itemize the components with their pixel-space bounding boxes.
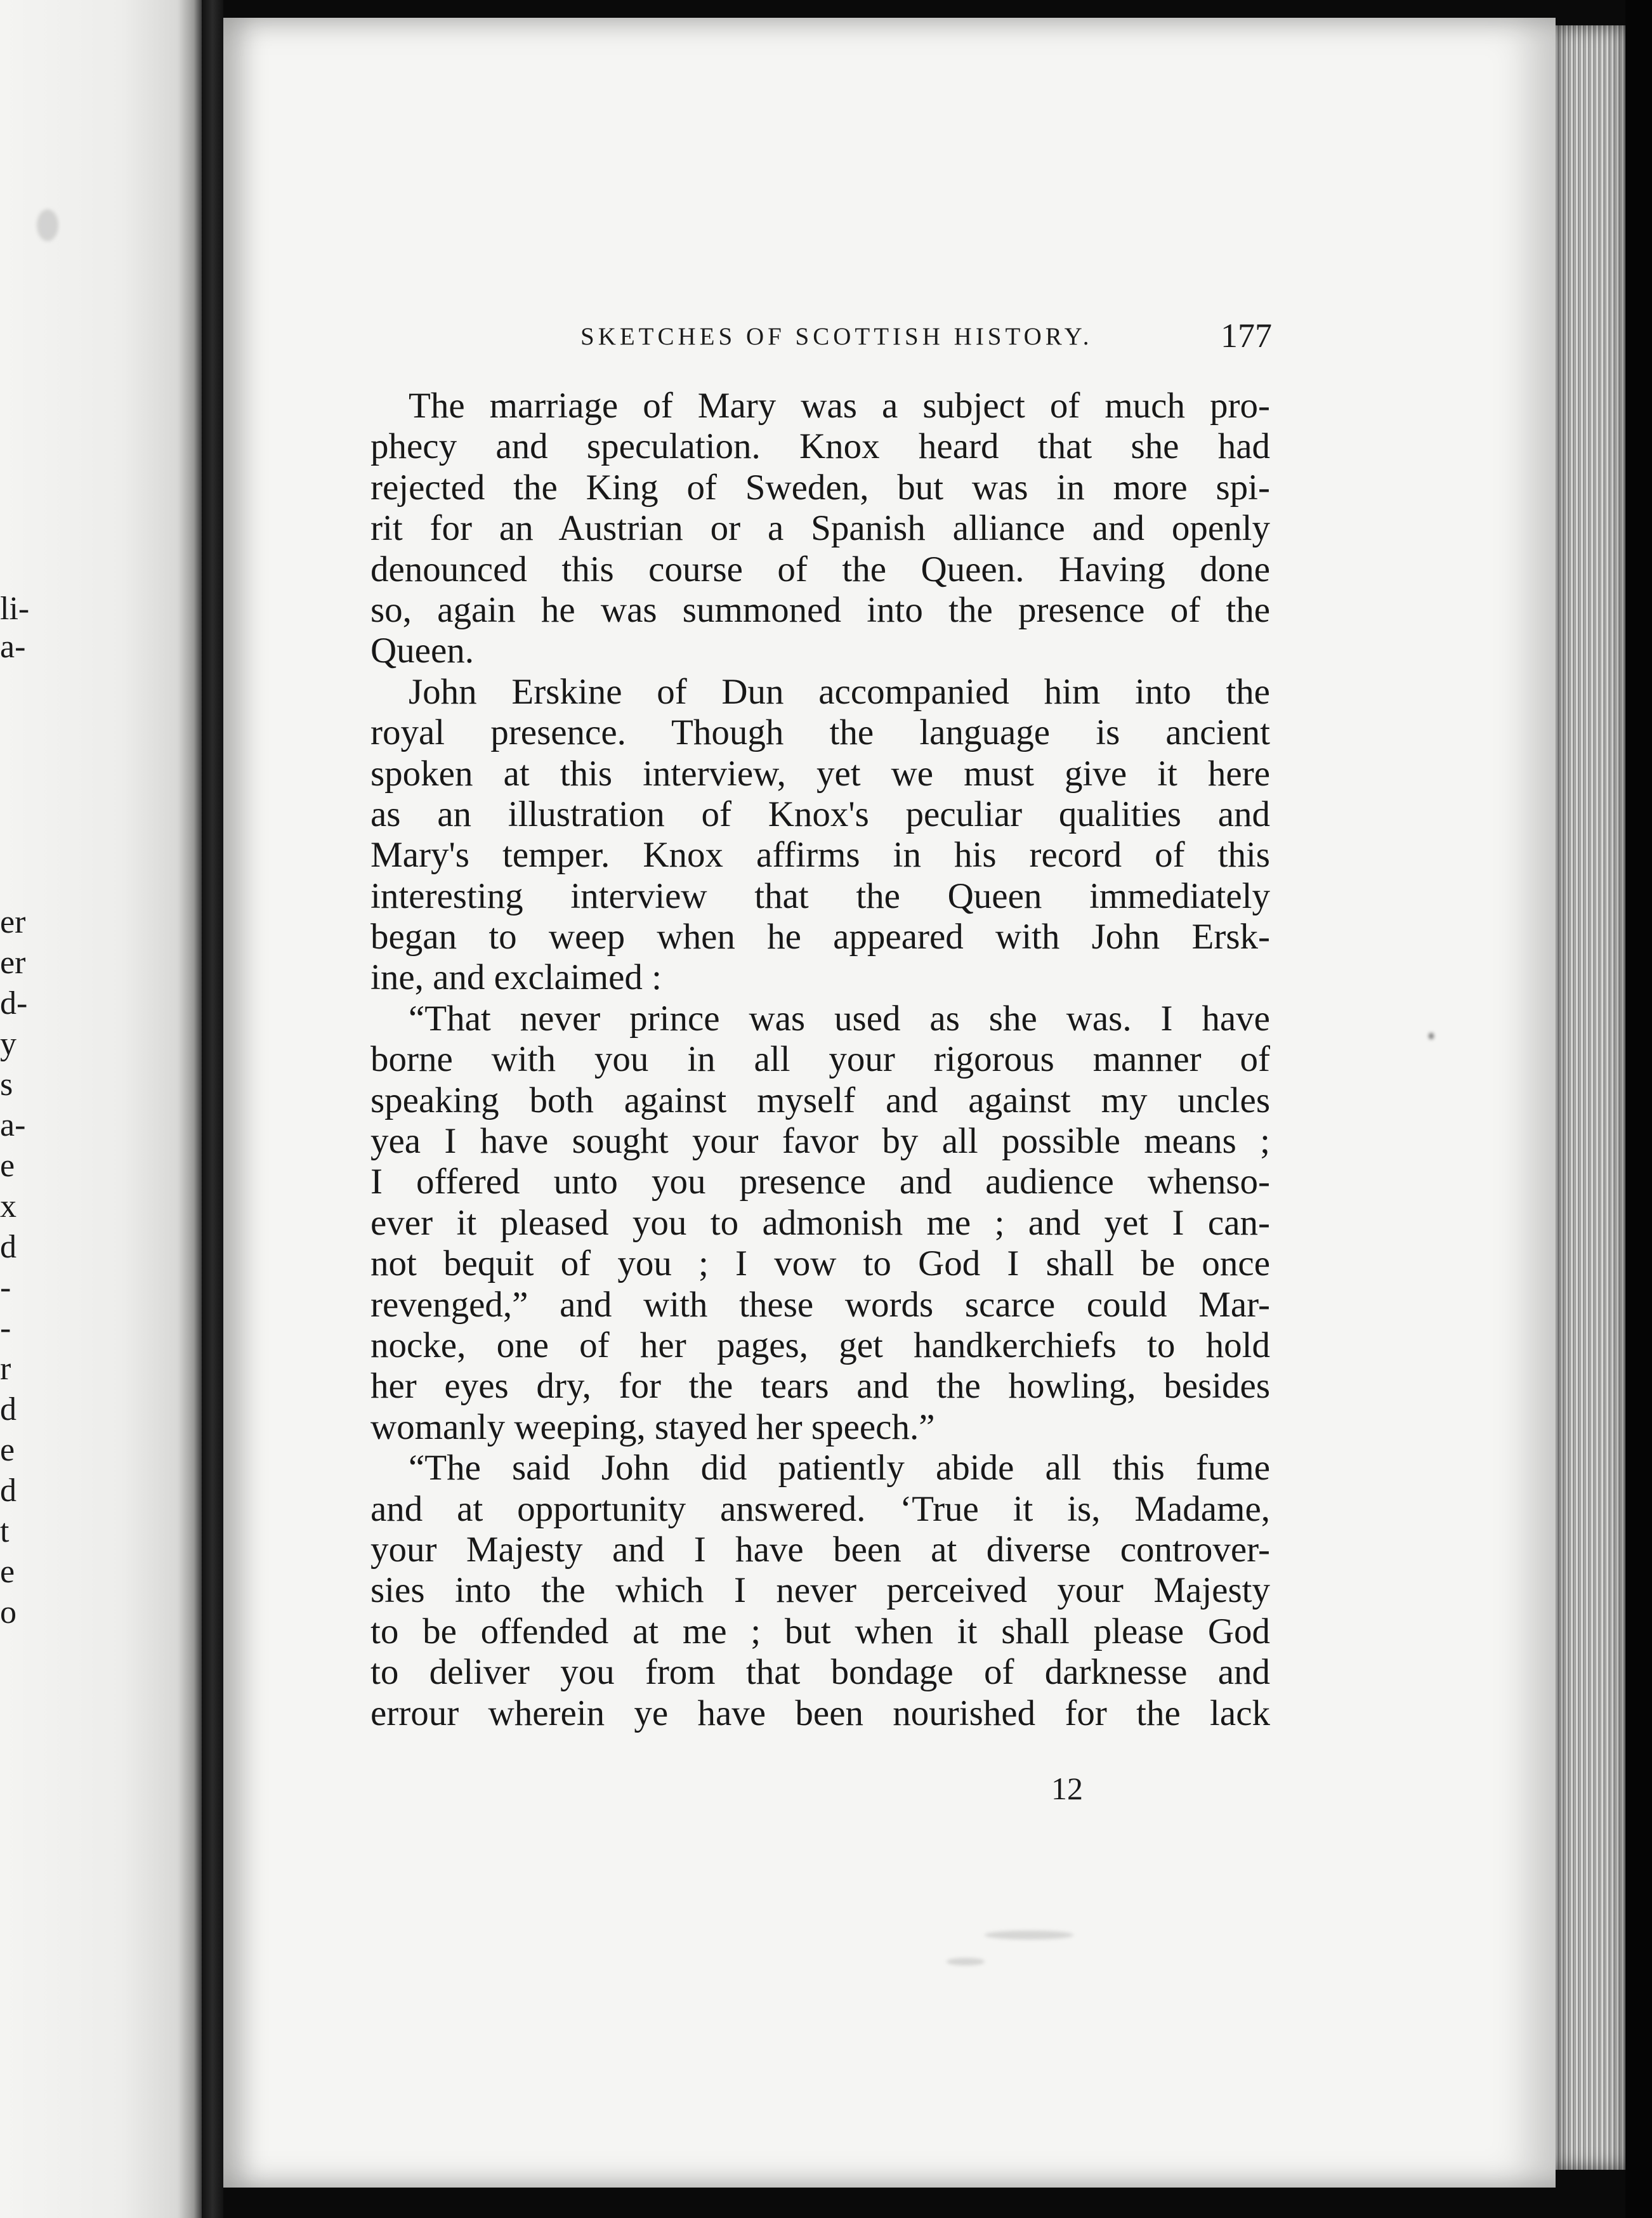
text-line: spoken at this interview, yet we must give it here	[370, 753, 1270, 794]
running-header	[223, 316, 1556, 367]
text-line: Queen.	[370, 631, 475, 671]
book-gutter	[202, 0, 223, 2218]
left-page-fragment: a-	[0, 1107, 26, 1143]
text-line: borne with you in all your rigorous manner of	[370, 1039, 1270, 1080]
text-line: “That never prince was used as she was. I have	[409, 998, 1270, 1039]
text-line: rejected the King of Sweden, but was in more spi-	[370, 467, 1270, 508]
left-page-fragment: e	[0, 1148, 15, 1184]
text-line: your Majesty and I have been at diverse controver-	[370, 1529, 1270, 1570]
left-page-fragment: t	[0, 1513, 10, 1549]
left-page-fragment: e	[0, 1432, 15, 1468]
signature-mark: 12	[1051, 1771, 1083, 1806]
left-page-fragment: y	[0, 1026, 16, 1062]
text-line: nocke, one of her pages, get handkerchiefs to hold	[370, 1325, 1270, 1365]
text-line: and at opportunity answered. ‘True it is, Madame,	[370, 1488, 1270, 1529]
text-line: I offered unto you presence and audience whenso-	[370, 1162, 1270, 1202]
left-page-fragment: -	[0, 1310, 11, 1346]
text-line: John Erskine of Dun accompanied him into the	[409, 671, 1270, 712]
text-line: royal presence. Though the language is ancient	[370, 712, 1270, 753]
left-page-fragment: o	[0, 1594, 16, 1631]
left-page-fragment: d	[0, 1473, 16, 1509]
text-line: to deliver you from that bondage of darknesse and	[370, 1652, 1270, 1693]
text-line: so, again he was summoned into the presence of the	[370, 589, 1270, 630]
text-line: interesting interview that the Queen immediately	[370, 876, 1270, 916]
ink-smudge	[947, 1958, 985, 1965]
text-line: “The said John did patiently abide all this fume	[409, 1448, 1270, 1488]
running-title: SKETCHES OF SCOTTISH HISTORY.	[580, 323, 1093, 350]
left-facing-page	[0, 0, 202, 2218]
text-line: began to weep when he appeared with John Ersk-	[370, 917, 1270, 957]
left-page-fragment: r	[0, 1351, 11, 1387]
text-line: Mary's temper. Knox affirms in his record of this	[370, 835, 1270, 876]
left-page-fragment: e	[0, 1554, 15, 1590]
text-line: denounced this course of the Queen. Having done	[370, 549, 1270, 589]
page-edges	[1556, 25, 1625, 2170]
text-line: womanly weeping, stayed her speech.”	[370, 1407, 935, 1447]
book-cover-edge	[1625, 0, 1652, 2218]
text-line: errour wherein ye have been nourished for the lack	[370, 1693, 1270, 1733]
text-line: speaking both against myself and against my uncles	[370, 1080, 1270, 1120]
text-line: as an illustration of Knox's peculiar qualities and	[370, 794, 1270, 834]
left-page-fragment: x	[0, 1188, 16, 1224]
book-page	[223, 18, 1556, 2188]
text-line: yea I have sought your favor by all possible means ;	[370, 1121, 1270, 1162]
left-page-fragment: a-	[0, 629, 26, 665]
text-line: revenged,” and with these words scarce could Mar-	[370, 1284, 1270, 1325]
text-line: not bequit of you ; I vow to God I shall be once	[370, 1244, 1270, 1284]
body-text	[370, 386, 1270, 1734]
left-page-fragment: er	[0, 904, 26, 940]
text-line: ine, and exclaimed :	[370, 957, 662, 998]
text-line: rit for an Austrian or a Spanish alliance and openly	[370, 508, 1270, 549]
left-page-fragment: d-	[0, 985, 28, 1021]
left-page-fragment: li-	[0, 591, 30, 627]
text-line: phecy and speculation. Knox heard that she had	[370, 426, 1270, 467]
text-line: to be offended at me ; but when it shall please God	[370, 1611, 1270, 1651]
left-page-fragment: er	[0, 945, 26, 981]
text-line: sies into the which I never perceived your Majesty	[370, 1570, 1270, 1611]
left-page-fragment: d	[0, 1391, 16, 1427]
left-page-fragment: -	[0, 1270, 11, 1306]
page-number: 177	[1221, 317, 1272, 355]
text-line: her eyes dry, for the tears and the howling, besides	[370, 1366, 1270, 1407]
ink-smudge	[1429, 1033, 1434, 1039]
text-line: The marriage of Mary was a subject of much pro-	[409, 386, 1270, 426]
ink-smudge	[37, 209, 58, 241]
text-line: ever it pleased you to admonish me ; and yet I can-	[370, 1202, 1270, 1243]
left-page-fragment: s	[0, 1066, 13, 1103]
left-page-fragment: d	[0, 1229, 16, 1265]
ink-smudge	[985, 1931, 1073, 1939]
